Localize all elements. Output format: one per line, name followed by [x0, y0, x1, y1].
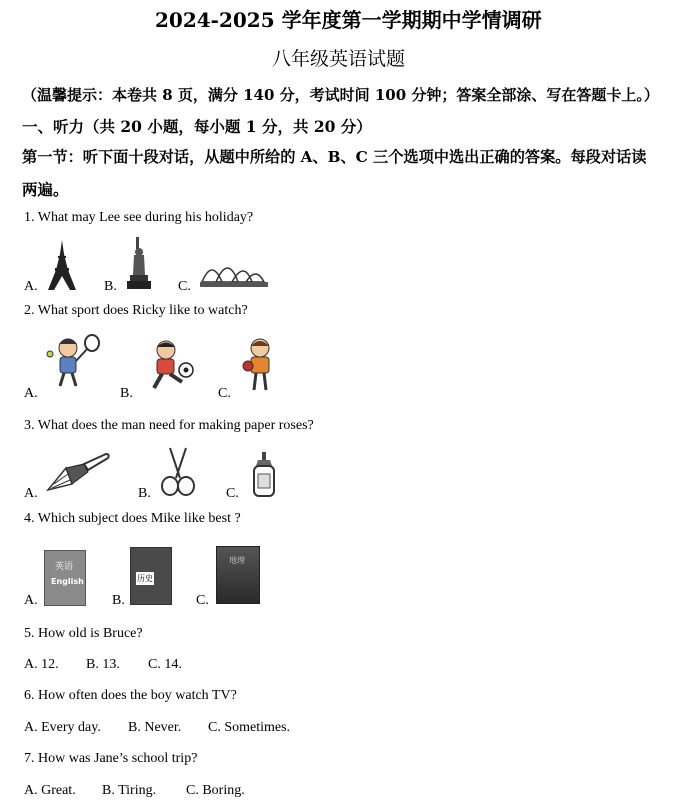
q5-option-a: A. 12. — [24, 657, 59, 672]
geography-book-icon — [216, 546, 260, 604]
section-heading: 一、听力（共 20 小题，每小题 1 分，共 20 分） — [22, 117, 372, 136]
english-book-subtitle: English — [51, 577, 84, 586]
question-6: 6. How often does the boy watch TV? — [24, 688, 237, 703]
q1-option-b-label: B. — [104, 279, 117, 294]
history-book-label: 历史 — [137, 574, 153, 583]
q1-option-a-label: A. — [24, 279, 38, 294]
section-instruction-line2: 两遍。 — [22, 180, 69, 199]
ping-pong-player-icon — [240, 336, 280, 394]
scissors-icon — [158, 446, 198, 498]
q4-option-b-label: B. — [112, 593, 125, 608]
question-7: 7. How was Jane’s school trip? — [24, 751, 198, 766]
section-instruction-line1: 第一节：听下面十段对话，从题中所给的 A、B、C 三个选项中选出正确的答案。每段对话读 — [22, 148, 647, 166]
q4-option-a-label: A. — [24, 593, 38, 608]
q7-option-a: A. Great. — [24, 783, 76, 798]
glue-icon — [250, 450, 278, 498]
question-2: 2. What sport does Ricky like to watch? — [24, 303, 248, 318]
soccer-player-icon — [142, 338, 198, 394]
q7-option-c: C. Boring. — [186, 783, 245, 798]
exam-notice: （温馨提示：本卷共 8 页，满分 140 分，考试时间 100 分钟；答案全部涂、写在答题卡上。） — [22, 86, 659, 104]
tennis-player-icon — [42, 334, 102, 390]
q3-option-a-label: A. — [24, 486, 38, 501]
q2-option-b-label: B. — [120, 386, 133, 401]
geography-book-label: 地理 — [229, 556, 245, 565]
q2-option-a-label: A. — [24, 386, 38, 401]
statue-of-liberty-icon — [124, 235, 152, 291]
question-1: 1. What may Lee see during his holiday? — [24, 210, 254, 225]
q1-option-c-label: C. — [178, 279, 191, 294]
eiffel-tower-icon — [44, 238, 80, 292]
q6-option-a: A. Every day. — [24, 720, 101, 735]
q3-option-b-label: B. — [138, 486, 151, 501]
question-4: 4. Which subject does Mike like best ? — [24, 511, 241, 526]
english-book-icon — [44, 550, 86, 606]
q5-option-b: B. 13. — [86, 657, 120, 672]
q3-option-c-label: C. — [226, 486, 239, 501]
exam-subtitle: 八年级英语试题 — [272, 48, 406, 70]
history-book-icon — [130, 547, 172, 605]
q7-option-b: B. Tiring. — [102, 783, 157, 798]
question-5: 5. How old is Bruce? — [24, 626, 143, 641]
q6-option-c: C. Sometimes. — [208, 720, 291, 735]
brush-icon — [44, 450, 112, 496]
exam-title: 2024-2025 学年度第一学期期中学情调研 — [155, 8, 542, 32]
sydney-opera-house-icon — [198, 252, 270, 290]
q5-option-c: C. 14. — [148, 657, 182, 672]
english-book-title: 英语 — [55, 562, 74, 572]
q4-option-c-label: C. — [196, 593, 209, 608]
q6-option-b: B. Never. — [128, 720, 182, 735]
question-3: 3. What does the man need for making paper roses? — [24, 418, 314, 433]
q2-option-c-label: C. — [218, 386, 231, 401]
